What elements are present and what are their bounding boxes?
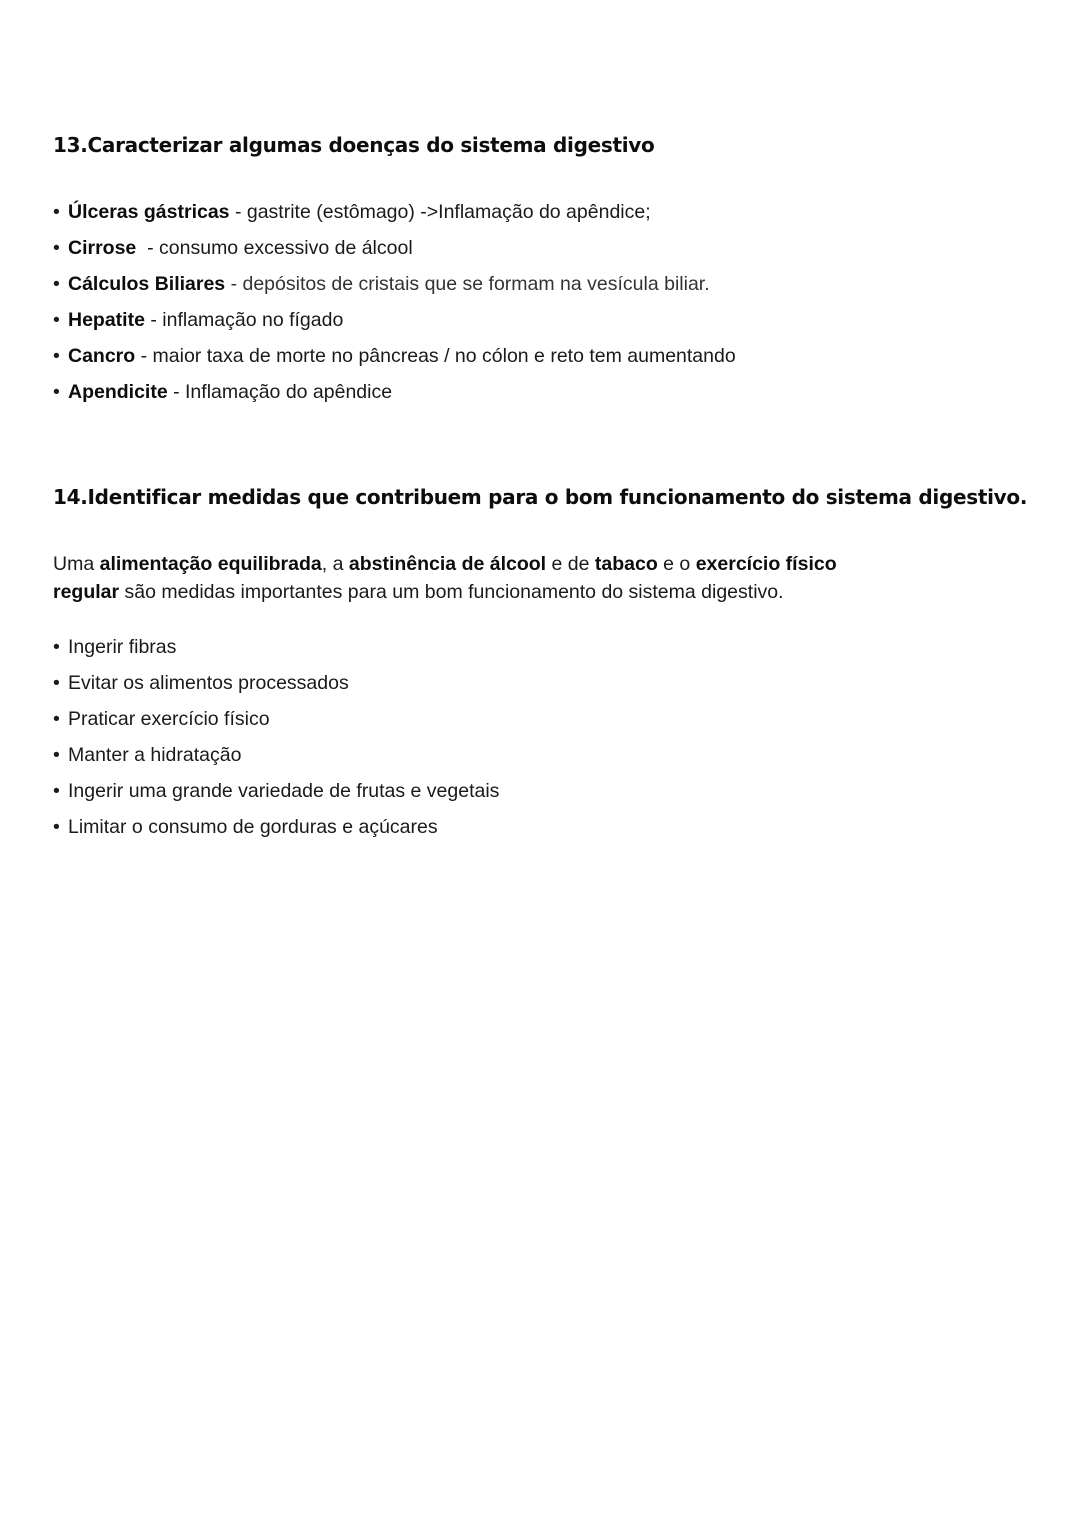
section-13-heading: 13.Caracterizar algumas doenças do sistema digestivo	[53, 133, 655, 157]
measure-text: Manter a hidratação	[68, 744, 242, 766]
disease-description: - consumo excessivo de álcool	[136, 237, 413, 259]
bullet-icon: •	[53, 816, 60, 838]
diseases-list	[53, 194, 736, 410]
list-item	[53, 665, 499, 701]
disease-description: - depósitos de cristais que se formam na vesícula biliar.	[225, 273, 710, 295]
paragraph-text: , a	[321, 553, 349, 575]
bullet-icon: •	[53, 780, 60, 802]
disease-description: - gastrite (estômago) ->Inflamação do apêndice;	[229, 201, 651, 223]
disease-term: Apendicite	[68, 381, 168, 403]
paragraph-text: Uma	[53, 553, 100, 575]
bullet-icon: •	[53, 309, 60, 331]
list-item	[53, 266, 736, 302]
list-item	[53, 230, 736, 266]
disease-description: - Inflamação do apêndice	[167, 381, 393, 403]
list-item	[53, 338, 736, 374]
paragraph-text: e de	[546, 553, 595, 575]
section-14-heading: 14.Identificar medidas que contribuem para o bom funcionamento do sistema digestivo.	[53, 485, 1028, 509]
paragraph-emphasis: tabaco	[594, 553, 658, 575]
paragraph-emphasis: regular	[53, 581, 120, 603]
bullet-icon: •	[53, 636, 60, 658]
disease-description: - maior taxa de morte no pâncreas / no cólon e reto tem aumentando	[135, 345, 736, 367]
paragraph-emphasis: exercício físico	[695, 553, 837, 575]
measure-text: Limitar o consumo de gorduras e açúcares	[68, 816, 438, 838]
measures-paragraph	[53, 550, 1033, 606]
measures-list	[53, 629, 499, 845]
paragraph-emphasis: abstinência de álcool	[348, 553, 547, 575]
list-item	[53, 629, 499, 665]
disease-term: Cirrose	[68, 237, 137, 259]
bullet-icon: •	[53, 381, 60, 403]
list-item	[53, 809, 499, 845]
bullet-icon: •	[53, 273, 60, 295]
list-item	[53, 701, 499, 737]
list-item	[53, 374, 736, 410]
paragraph-text: são medidas importantes para um bom funcionamento do sistema digestivo.	[119, 581, 784, 603]
list-item	[53, 773, 499, 809]
measure-text: Ingerir uma grande variedade de frutas e vegetais	[68, 780, 500, 802]
bullet-icon: •	[53, 201, 60, 223]
measure-text: Evitar os alimentos processados	[68, 672, 349, 694]
bullet-icon: •	[53, 708, 60, 730]
bullet-icon: •	[53, 672, 60, 694]
list-item	[53, 194, 736, 230]
list-item	[53, 302, 736, 338]
bullet-icon: •	[53, 345, 60, 367]
paragraph-text: e o	[657, 553, 696, 575]
list-item	[53, 737, 499, 773]
bullet-icon: •	[53, 744, 60, 766]
disease-term: Úlceras gástricas	[68, 201, 230, 223]
disease-term: Cancro	[68, 345, 136, 367]
disease-term: Hepatite	[68, 309, 145, 331]
bullet-icon: •	[53, 237, 60, 259]
measure-text: Praticar exercício físico	[68, 708, 270, 730]
measure-text: Ingerir fibras	[68, 636, 177, 658]
disease-term: Cálculos Biliares	[68, 273, 226, 295]
disease-description: - inflamação no fígado	[144, 309, 344, 331]
paragraph-emphasis: alimentação equilibrada	[99, 553, 322, 575]
